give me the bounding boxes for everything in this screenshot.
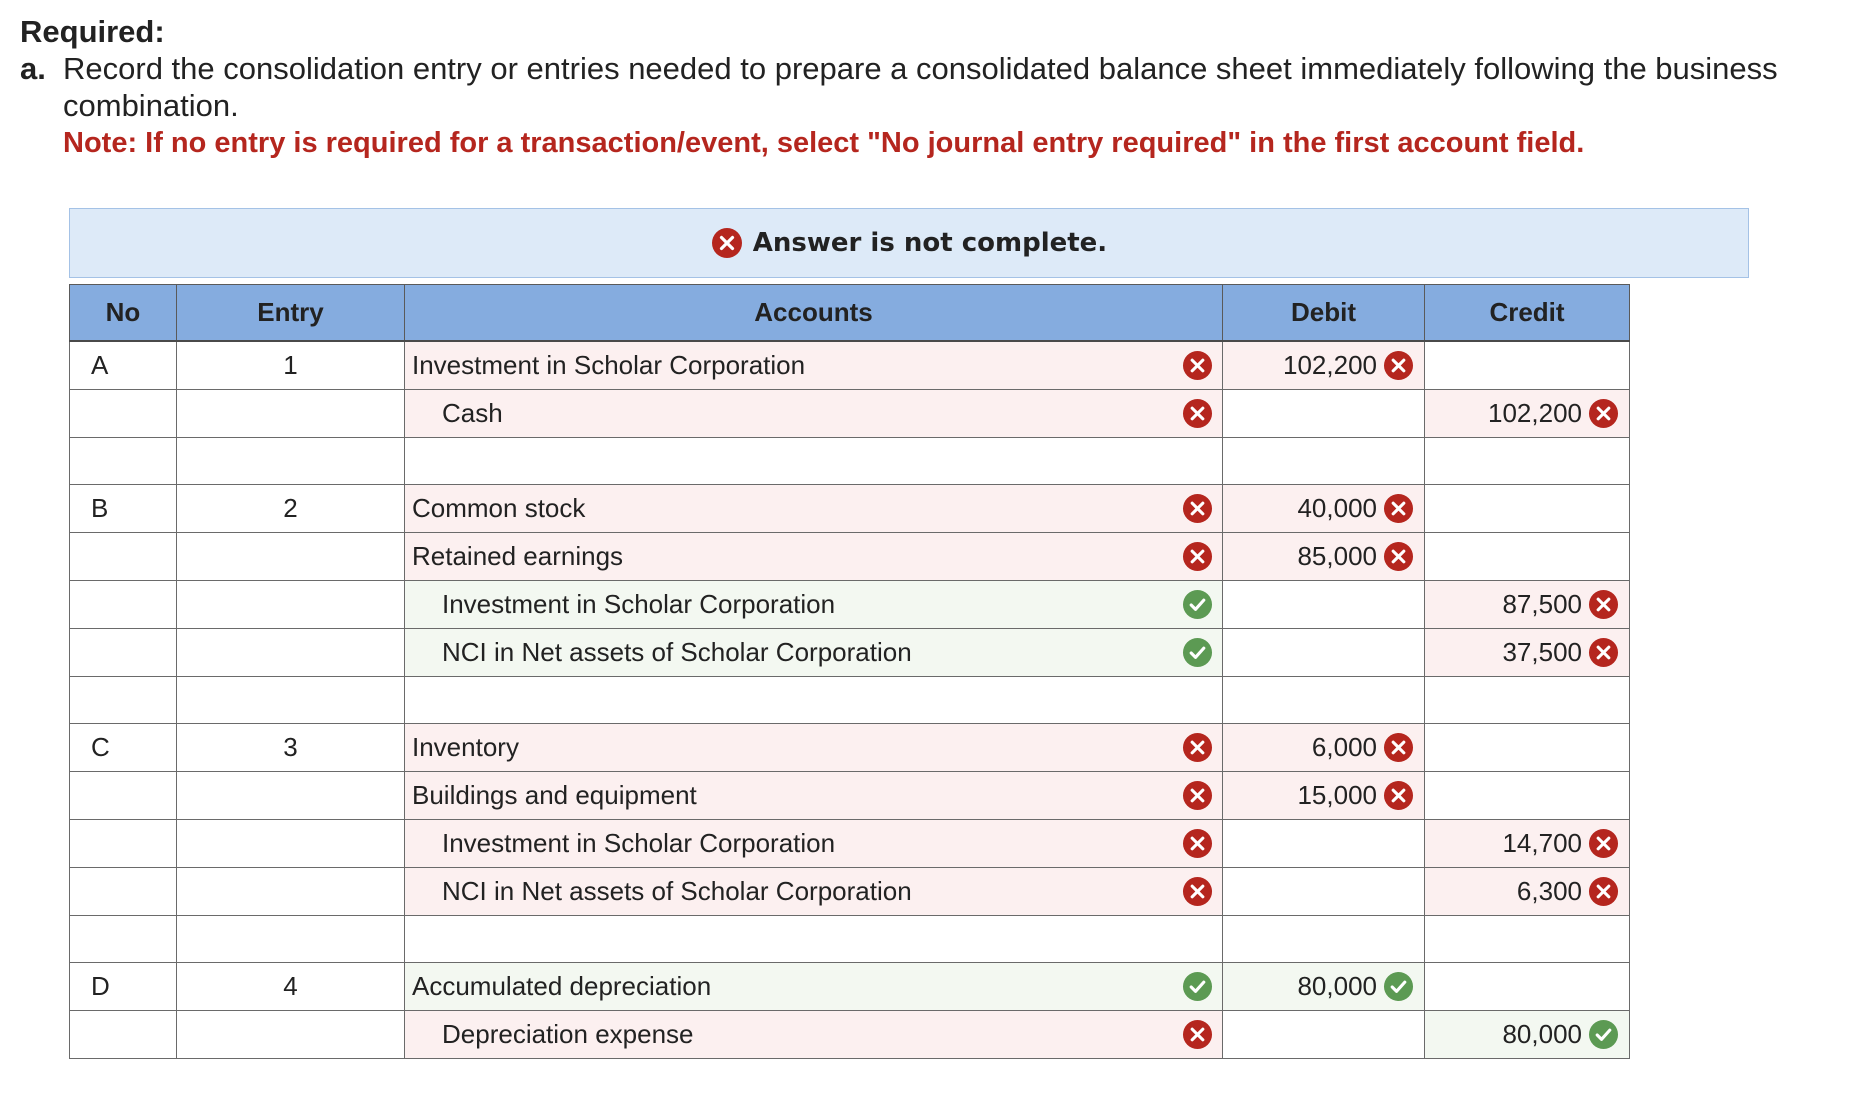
- question-header: [20, 14, 1840, 161]
- row-no: D: [70, 963, 177, 1011]
- account-name: Inventory: [412, 732, 519, 762]
- row-no: [70, 916, 177, 963]
- credit-amount: 87,500: [1502, 589, 1582, 619]
- note-text: Note: If no entry is required for a transaction/event, select "No journal entry required" in the first account field.: [63, 127, 1585, 159]
- row-entry: [177, 820, 405, 868]
- account-field[interactable]: [405, 1011, 1223, 1059]
- credit-field[interactable]: [1425, 390, 1630, 438]
- account-field[interactable]: [405, 581, 1223, 629]
- row-no: [70, 820, 177, 868]
- credit-field[interactable]: [1425, 629, 1630, 677]
- row-entry: [177, 868, 405, 916]
- row-entry: 1: [177, 341, 405, 390]
- debit-field[interactable]: [1223, 581, 1425, 629]
- debit-amount: 40,000: [1297, 493, 1377, 523]
- journal-row: [70, 868, 1630, 916]
- credit-field[interactable]: [1425, 1011, 1630, 1059]
- check-circle-icon: [1182, 637, 1213, 668]
- account-field[interactable]: [405, 724, 1223, 772]
- debit-field[interactable]: [1223, 963, 1425, 1011]
- account-name: Common stock: [412, 493, 586, 523]
- debit-field[interactable]: [1223, 485, 1425, 533]
- row-entry: [177, 533, 405, 581]
- x-circle-icon: [1182, 541, 1213, 572]
- journal-row: [70, 1011, 1630, 1059]
- header-debit: Debit: [1223, 285, 1425, 342]
- account-field[interactable]: [405, 868, 1223, 916]
- account-field[interactable]: [405, 438, 1223, 485]
- debit-field[interactable]: [1223, 677, 1425, 724]
- credit-amount: 102,200: [1488, 398, 1582, 428]
- row-entry: [177, 581, 405, 629]
- debit-field[interactable]: [1223, 724, 1425, 772]
- row-no: B: [70, 485, 177, 533]
- account-name: NCI in Net assets of Scholar Corporation: [442, 637, 912, 667]
- row-entry: [177, 772, 405, 820]
- check-circle-icon: [1383, 971, 1414, 1002]
- row-entry: [177, 390, 405, 438]
- journal-row: [70, 724, 1630, 772]
- header-entry: Entry: [177, 285, 405, 342]
- debit-field[interactable]: [1223, 341, 1425, 390]
- account-name: Accumulated depreciation: [412, 971, 712, 1001]
- debit-field[interactable]: [1223, 868, 1425, 916]
- table-header-row: [70, 285, 1630, 342]
- journal-row: [70, 485, 1630, 533]
- check-circle-icon: [1182, 971, 1213, 1002]
- account-name: Retained earnings: [412, 541, 624, 571]
- row-entry: [177, 629, 405, 677]
- account-name: Investment in Scholar Corporation: [442, 828, 836, 858]
- x-circle-icon: [711, 227, 743, 259]
- row-no: [70, 629, 177, 677]
- x-circle-icon: [1383, 493, 1414, 524]
- row-no: [70, 677, 177, 724]
- credit-field[interactable]: [1425, 438, 1630, 485]
- row-no: [70, 868, 177, 916]
- x-circle-icon: [1383, 780, 1414, 811]
- x-circle-icon: [1182, 876, 1213, 907]
- row-no: [70, 533, 177, 581]
- x-circle-icon: [1588, 828, 1619, 859]
- answer-status-banner: [69, 208, 1749, 278]
- x-circle-icon: [1182, 350, 1213, 381]
- credit-amount: 80,000: [1502, 1019, 1582, 1049]
- account-field[interactable]: [405, 533, 1223, 581]
- debit-field[interactable]: [1223, 916, 1425, 963]
- instruction: [20, 50, 1840, 124]
- debit-field[interactable]: [1223, 1011, 1425, 1059]
- credit-field[interactable]: [1425, 963, 1630, 1011]
- account-field[interactable]: [405, 820, 1223, 868]
- x-circle-icon: [1182, 780, 1213, 811]
- credit-field[interactable]: [1425, 581, 1630, 629]
- journal-row: [70, 629, 1630, 677]
- instruction-text: Record the consolidation entry or entries needed to prepare a consolidated balance sheet immediately following the business combination.: [63, 51, 1778, 123]
- journal-row: [70, 772, 1630, 820]
- debit-amount: 15,000: [1297, 780, 1377, 810]
- journal-row: [70, 963, 1630, 1011]
- credit-field[interactable]: [1425, 916, 1630, 963]
- account-field[interactable]: [405, 677, 1223, 724]
- x-circle-icon: [1588, 876, 1619, 907]
- account-field[interactable]: [405, 485, 1223, 533]
- blank-row: [70, 438, 1630, 485]
- journal-row: [70, 581, 1630, 629]
- row-entry: 2: [177, 485, 405, 533]
- journal-row: [70, 390, 1630, 438]
- journal-entry-table: [69, 284, 1630, 1059]
- header-accounts: Accounts: [405, 285, 1223, 342]
- account-field[interactable]: [405, 772, 1223, 820]
- account-name: NCI in Net assets of Scholar Corporation: [442, 876, 912, 906]
- credit-field[interactable]: [1425, 772, 1630, 820]
- debit-field[interactable]: [1223, 533, 1425, 581]
- account-name: Investment in Scholar Corporation: [442, 589, 836, 619]
- row-entry: [177, 438, 405, 485]
- debit-field[interactable]: [1223, 390, 1425, 438]
- journal-row: [70, 533, 1630, 581]
- account-field[interactable]: [405, 963, 1223, 1011]
- header-no: No: [70, 285, 177, 342]
- blank-row: [70, 916, 1630, 963]
- account-name: Buildings and equipment: [412, 780, 697, 810]
- journal-row: [70, 820, 1630, 868]
- row-no: A: [70, 341, 177, 390]
- row-entry: 4: [177, 963, 405, 1011]
- debit-amount: 6,000: [1311, 732, 1377, 762]
- row-entry: [177, 677, 405, 724]
- row-entry: [177, 1011, 405, 1059]
- debit-field[interactable]: [1223, 820, 1425, 868]
- x-circle-icon: [1383, 732, 1414, 763]
- debit-field[interactable]: [1223, 772, 1425, 820]
- account-field[interactable]: [405, 341, 1223, 390]
- credit-field[interactable]: [1425, 820, 1630, 868]
- x-circle-icon: [1383, 541, 1414, 572]
- x-circle-icon: [1182, 828, 1213, 859]
- credit-field[interactable]: [1425, 485, 1630, 533]
- debit-field[interactable]: [1223, 629, 1425, 677]
- credit-amount: 37,500: [1502, 637, 1582, 667]
- x-circle-icon: [1182, 1019, 1213, 1050]
- credit-field[interactable]: [1425, 868, 1630, 916]
- account-name: Cash: [442, 398, 503, 428]
- row-no: [70, 581, 177, 629]
- header-credit: Credit: [1425, 285, 1630, 342]
- credit-field[interactable]: [1425, 533, 1630, 581]
- debit-amount: 80,000: [1297, 971, 1377, 1001]
- row-no: [70, 1011, 177, 1059]
- blank-row: [70, 677, 1630, 724]
- x-circle-icon: [1588, 398, 1619, 429]
- credit-field[interactable]: [1425, 724, 1630, 772]
- row-entry: [177, 916, 405, 963]
- x-circle-icon: [1383, 350, 1414, 381]
- part-letter: a.: [20, 51, 46, 86]
- account-field[interactable]: [405, 916, 1223, 963]
- credit-amount: 6,300: [1516, 876, 1582, 906]
- check-circle-icon: [1588, 1019, 1619, 1050]
- row-no: C: [70, 724, 177, 772]
- account-name: Depreciation expense: [442, 1019, 694, 1049]
- account-name: Investment in Scholar Corporation: [412, 350, 806, 380]
- x-circle-icon: [1588, 589, 1619, 620]
- journal-row: [70, 341, 1630, 390]
- x-circle-icon: [1182, 493, 1213, 524]
- x-circle-icon: [1588, 637, 1619, 668]
- x-circle-icon: [1182, 732, 1213, 763]
- required-title: Required:: [20, 14, 165, 49]
- row-no: [70, 772, 177, 820]
- debit-field[interactable]: [1223, 438, 1425, 485]
- account-field[interactable]: [405, 390, 1223, 438]
- debit-amount: 102,200: [1283, 350, 1377, 380]
- row-entry: 3: [177, 724, 405, 772]
- credit-amount: 14,700: [1502, 828, 1582, 858]
- debit-amount: 85,000: [1297, 541, 1377, 571]
- credit-field[interactable]: [1425, 341, 1630, 390]
- check-circle-icon: [1182, 589, 1213, 620]
- banner-text: Answer is not complete.: [752, 228, 1108, 258]
- x-circle-icon: [1182, 398, 1213, 429]
- row-no: [70, 438, 177, 485]
- row-no: [70, 390, 177, 438]
- credit-field[interactable]: [1425, 677, 1630, 724]
- account-field[interactable]: [405, 629, 1223, 677]
